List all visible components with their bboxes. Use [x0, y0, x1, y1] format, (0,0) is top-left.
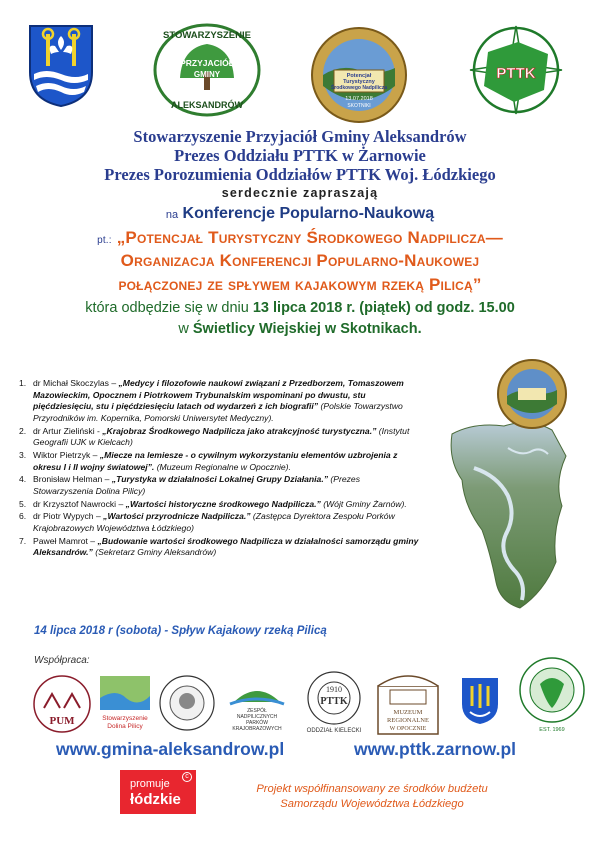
dolina-text2: Dolina Pilicy: [107, 723, 143, 730]
place-value: Świetlicy Wiejskiej w Skotnikach.: [192, 321, 422, 337]
agenda-org: (Polskie Towarzystwo Przyrodników im. Kopernika, Pomorski Uniwersytet Medyczny).: [33, 401, 403, 423]
invite-text: serdecznie zapraszają: [221, 186, 379, 200]
stow-bottom-text: ALEKSANDRÓW: [171, 100, 243, 110]
ujk-logo: [518, 650, 586, 734]
badge-place: SKOTNIKI: [347, 103, 371, 109]
date-prefix: która odbędzie się w dniu: [85, 300, 253, 316]
agenda-speaker: dr Piotr Wypych –: [33, 511, 104, 522]
agenda-speaker: Bronisław Helman –: [33, 474, 112, 485]
pttk-kielce-year: 1910: [326, 685, 342, 694]
promo-line2: łódzkie: [130, 791, 181, 808]
agenda-topic: „Budowanie wartości środkowego Nadpilicza w działalności samorządu gminy Aleksandrów.”: [33, 535, 419, 558]
region-map-photo: [434, 356, 584, 616]
agenda-topic: „Krajobraz Środkowego Nadpilicza jako atrakcyjność turystyczna.”: [102, 425, 377, 436]
zespol-text2: NADPILICZNYCH: [236, 714, 278, 720]
pttk-logo: [462, 24, 570, 116]
stowarzyszenie-logo: [152, 22, 262, 118]
muzeum-text3: W OPOCZNIE: [389, 726, 427, 732]
conference-line: [0, 205, 600, 223]
agenda-num: 6.: [19, 511, 27, 522]
ujk-year: EST. 1969: [539, 727, 565, 733]
badge-date: 13.07.2018: [345, 96, 373, 102]
footer-line-1: Projekt współfinansowany ze środków budżetu: [256, 783, 488, 795]
gmina-website-link[interactable]: www.gmina-aleksandrow.pl: [56, 739, 285, 759]
stow-mid1-text: PRZYJACIÓŁ: [180, 58, 234, 68]
title-line-1-text: „Potencjał Turystyczny Środkowego Nadpilicza—: [116, 228, 503, 247]
date-value: 13 lipca 2018 r. (piątek) od godz. 15.00: [252, 300, 515, 316]
header-line-2: Prezes Oddziału PTTK w Żarnowie: [174, 146, 426, 165]
agenda-speaker: dr Michał Skoczylas –: [33, 378, 119, 388]
zespol-text3: PARKÓW: [246, 720, 268, 726]
agenda-org: (Zastępca Dyrektora Zespołu Porków Krajobrazowych Województwa Łódzkiego): [33, 511, 395, 534]
pttk-kielce-logo: [304, 670, 364, 734]
title-pt: pt.:: [97, 235, 112, 246]
promuje-lodzkie-logo: [120, 770, 196, 814]
agenda-topic: „Miecze na lemiesze - o cywilnym wykorzystaniu elementów uzbrojenia z okresu I i II wojny światowej”.: [33, 449, 398, 472]
dolina-text1: Stowarzyszenie: [102, 715, 148, 722]
cooperation-label: Współpraca:: [34, 655, 90, 666]
conference-badge-logo: [310, 26, 408, 124]
agenda-org: (Prezes Stowarzyszenia Dolina Pilicy): [33, 474, 360, 496]
society-circle-logo: [158, 674, 216, 732]
agenda-org: (Muzeum Regionalne w Opocznie).: [154, 461, 291, 472]
place-prefix: w: [178, 321, 193, 337]
pttk-website-link[interactable]: www.pttk.zarnow.pl: [354, 739, 517, 759]
agenda-item: [12, 511, 422, 534]
title-line-2: Organizacja Konferencji Popularno-Naukowej: [120, 251, 480, 270]
agenda-item: [12, 378, 422, 424]
svg-text:PTTK: PTTK: [320, 696, 348, 707]
agenda-speaker: dr Krzysztof Nawrocki –: [33, 498, 126, 509]
agenda-topic: „Wartości historyczne środkowego Nadpilicza.”: [125, 498, 321, 509]
agenda-topic: „Wartości przyrodnicze Nadpilicza.”: [103, 511, 251, 522]
badge-text2: Turystyczny: [343, 79, 375, 85]
agenda-item: [12, 474, 422, 497]
pum-text: PUM: [49, 715, 75, 727]
footer-line-2: Samorządu Województwa Łódzkiego: [280, 798, 464, 810]
aleksandrow-coat-of-arms: [26, 22, 96, 108]
promo-line1: promuje: [130, 778, 170, 790]
agenda-speaker: Paweł Mamrot –: [33, 535, 98, 546]
dolina-pilicy-logo: [98, 674, 152, 732]
agenda-item: [12, 450, 422, 473]
pttk-kielce-text: ODDZIAŁ KIELECKI: [306, 728, 362, 734]
agenda-num: 5.: [19, 498, 27, 509]
badge-text3: Środkowego Nadpilicza: [330, 85, 388, 91]
agenda-num: 2.: [19, 425, 27, 436]
agenda-speaker: dr Artur Zieliński -: [33, 425, 103, 436]
place-line: [0, 321, 600, 337]
agenda-item: [12, 426, 422, 449]
kayak-event-line: 14 lipca 2018 r (sobota) - Spływ Kajakowy rzeką Pilicą: [34, 625, 327, 637]
header-line-3: Prezes Porozumienia Oddziałów PTTK Woj. Łódzkiego: [104, 165, 496, 184]
conference-name: Konferencje Popularno-Naukową: [182, 205, 435, 222]
date-line: [0, 300, 600, 316]
zespol-text4: KRAJOBRAZOWYCH: [232, 726, 282, 732]
agenda-topic: „Medycy i filozofowie naukowi związani z Przedborzem, Tomaszowem Mazowieckim, Opocznem i Piotrkowem Trybunalskim wspominani po dwustu, stu pięćdziesięciu, stu i pięćdziesięciu latach od wydarzeń z ich biografii”: [33, 378, 404, 412]
agenda-org: (Wójt Gminy Żarnów).: [320, 498, 407, 509]
stow-top-text: STOWARZYSZENIE: [163, 30, 251, 41]
pttk-logo-text: PTTK: [496, 65, 536, 82]
zarnow-coat-of-arms: [460, 676, 500, 726]
conference-na: na: [165, 209, 179, 221]
title-line-1: [0, 228, 600, 248]
promo-copyright-mark: c: [182, 772, 192, 782]
agenda-num: 4.: [19, 474, 27, 485]
zespol-text1: ZESPÓŁ: [247, 708, 267, 714]
pum-logo: [30, 674, 94, 734]
agenda-num: 7.: [19, 535, 27, 546]
muzeum-text2: REGIONALNE: [387, 717, 429, 724]
agenda-org: (Sekretarz Gminy Aleksandrów): [92, 547, 217, 558]
zespol-parkow-logo: [224, 676, 290, 732]
agenda-item: [12, 536, 422, 559]
agenda-item: [12, 499, 422, 511]
agenda-num: 1.: [19, 378, 27, 388]
stow-mid2-text: GMINY: [193, 70, 221, 79]
header-line-1: Stowarzyszenie Przyjaciół Gminy Aleksandrów: [133, 127, 467, 146]
agenda-org: (Instytut Geografii UJK w Kielcach): [33, 425, 410, 448]
agenda-topic: „Turystyka w działalności Lokalnej Grupy Działania.”: [111, 474, 328, 485]
agenda-list: [12, 378, 422, 560]
muzeum-regionalne-logo: [374, 664, 442, 736]
title-line-3: połączonej ze spływem kajakowym rzeką Pilicą”: [118, 275, 482, 294]
agenda-num: 3.: [19, 449, 27, 460]
muzeum-text1: MUZEUM: [393, 709, 423, 716]
agenda-speaker: Wiktor Pietrzyk –: [33, 449, 100, 460]
badge-text1: Potencjał: [346, 73, 372, 79]
